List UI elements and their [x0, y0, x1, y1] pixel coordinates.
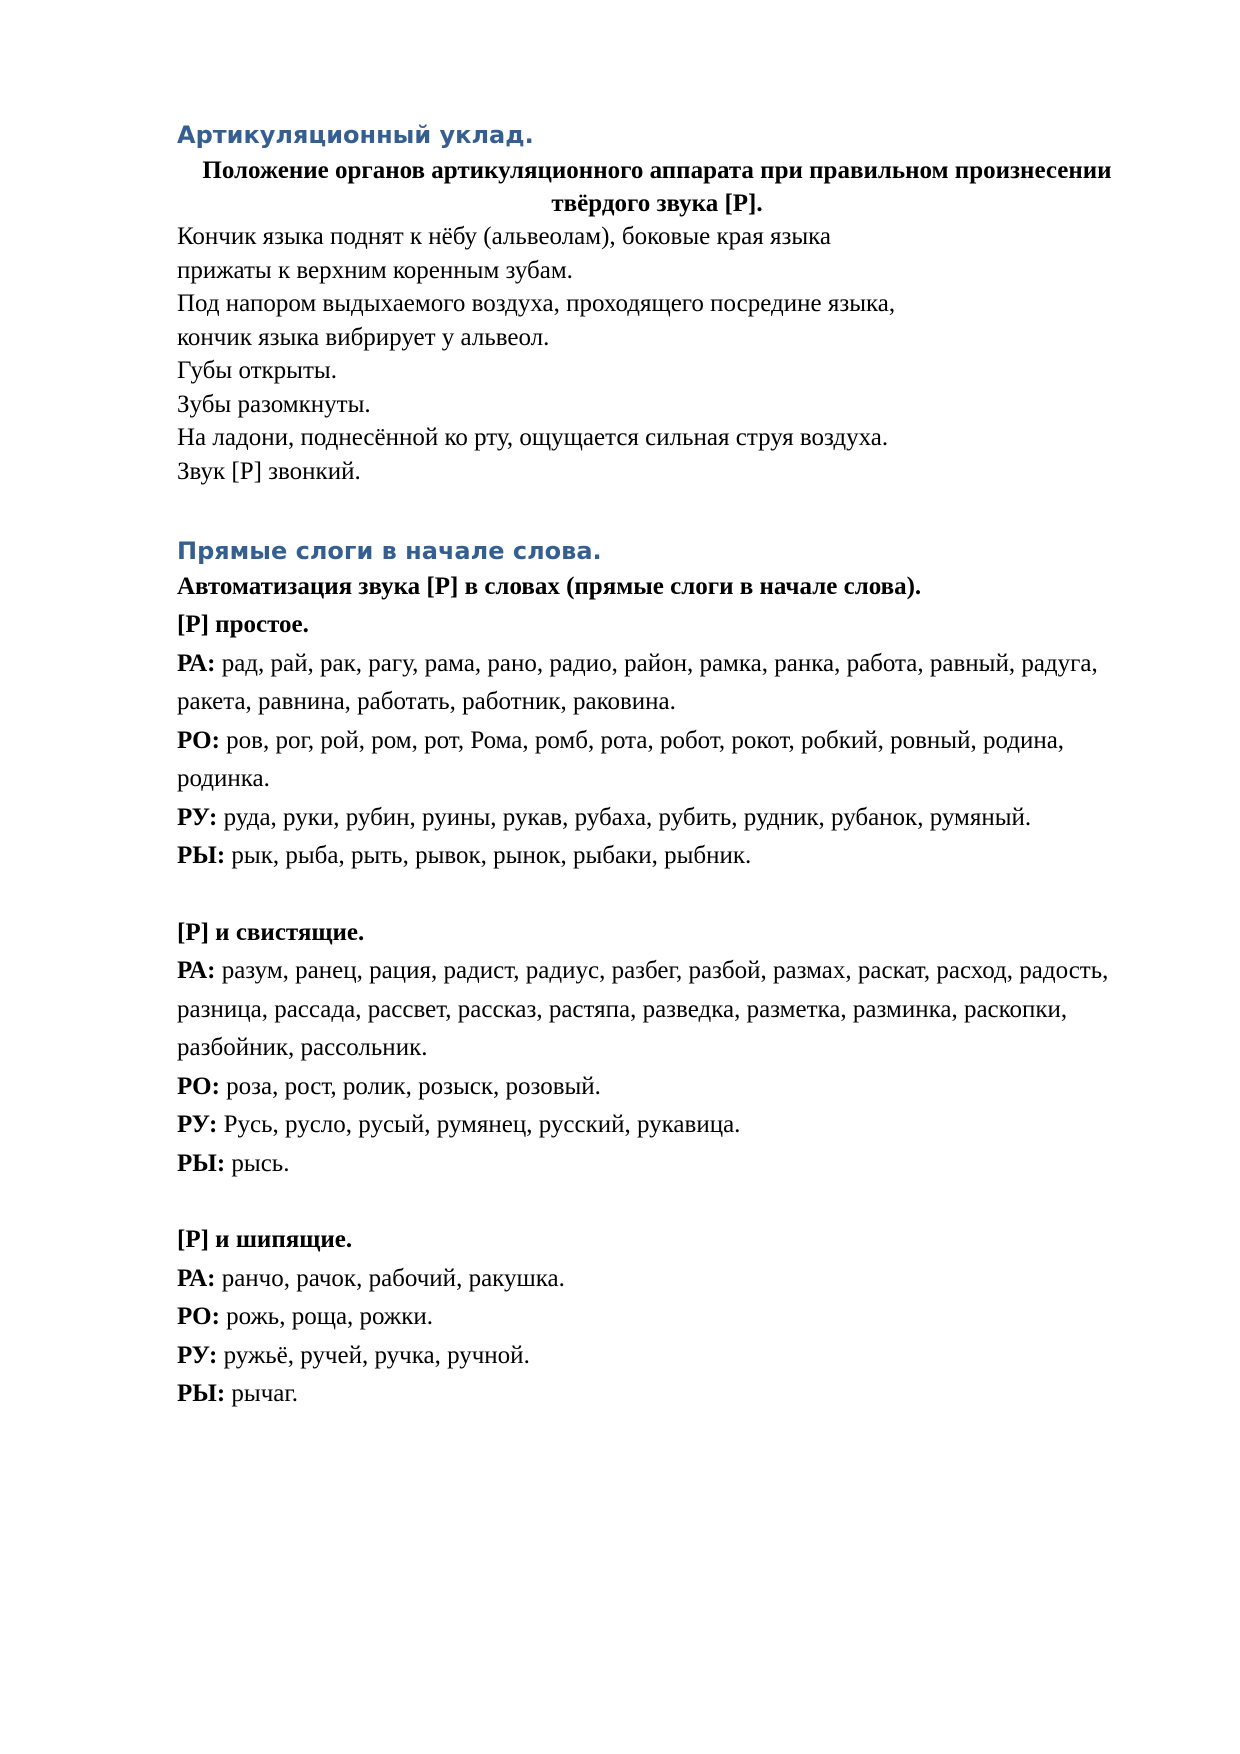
- group-title: [Р] и шипящие.: [177, 1226, 353, 1253]
- syllable-words: разум, ранец, рация, радист, радиус, разбег, разбой, размах, раскат, расход, радость, разница, рассада, рассвет, рассказ, растяпа, разведка, разметка, разминка, раскопки, разбойник, рассольник.: [177, 957, 1109, 1061]
- syllable-words: ранчо, рачок, рабочий, ракушка.: [215, 1264, 565, 1292]
- syllable-words: роза, рост, ролик, розыск, розовый.: [219, 1072, 601, 1100]
- articulation-heading: Артикуляционный уклад.: [177, 121, 534, 149]
- syllable-words: рык, рыба, рыть, рывок, рынок, рыбаки, рыбник.: [225, 842, 752, 869]
- syllable-row-ry: [177, 1375, 1137, 1414]
- syllable-label: РЫ:: [177, 842, 226, 869]
- articulation-line: Звук [Р] звонкий.: [177, 457, 361, 485]
- syllable-row-ro: [177, 1068, 1137, 1107]
- syllable-row-ry: [177, 837, 1137, 876]
- syllable-words: ружьё, ручей, ручка, ручной.: [217, 1341, 530, 1369]
- syllable-words: рысь.: [225, 1149, 290, 1177]
- syllable-words: руда, руки, рубин, руины, рукав, рубаха, рубить, рудник, рубанок, румяный.: [217, 803, 1032, 831]
- group-whistling: [177, 914, 1137, 1184]
- articulation-line: Губы открыты.: [177, 357, 337, 384]
- articulation-line: Под напором выдыхаемого воздуха, проходящего посредине языка,: [177, 290, 896, 317]
- syllable-label: РО:: [177, 1072, 220, 1100]
- syllable-label: РА:: [177, 649, 216, 677]
- syllable-label: РО:: [177, 726, 220, 754]
- syllable-row-ru: [177, 799, 1137, 838]
- group-title: [Р] и свистящие.: [177, 918, 365, 946]
- syllable-words: рожь, роща, рожки.: [219, 1303, 433, 1330]
- syllable-row-ry: [177, 1145, 1137, 1184]
- articulation-line: прижаты к верхним коренным зубам.: [177, 256, 573, 284]
- group-hissing: [177, 1221, 1137, 1414]
- document-page: [177, 118, 1137, 1414]
- articulation-line: Кончик языка поднят к нёбу (альвеолам), боковые края языка: [177, 223, 831, 250]
- syllable-words: ров, рог, рой, ром, рот, Рома, ромб, рота, робот, рокот, робкий, ровный, родина, родинка.: [177, 726, 1065, 792]
- syllable-label: РЫ:: [177, 1380, 226, 1407]
- syllable-words: Русь, русло, русый, румянец, русский, рукавица.: [217, 1111, 741, 1138]
- syllable-label: РО:: [177, 1303, 220, 1330]
- group-simple: [177, 606, 1137, 876]
- syllable-row-ra: [177, 952, 1137, 1068]
- syllable-row-ra: [177, 1260, 1137, 1299]
- syllable-row-ro: [177, 722, 1137, 799]
- syllable-label: РУ:: [177, 803, 218, 831]
- articulation-line: На ладони, поднесённой ко рту, ощущается сильная струя воздуха.: [177, 424, 889, 451]
- syllable-row-ra: [177, 645, 1137, 722]
- syllables-heading: Прямые слоги в начале слова.: [177, 537, 602, 565]
- articulation-subtitle: Положение органов артикуляционного аппарата при правильном произнесении твёрдого звука [Р].: [202, 157, 1112, 217]
- group-title: [Р] простое.: [177, 611, 309, 638]
- syllable-label: РА:: [177, 957, 216, 984]
- section-articulation: [177, 118, 1137, 488]
- section-syllables: [177, 534, 1137, 1414]
- automation-title: Автоматизация звука [Р] в словах (прямые слоги в начале слова).: [177, 573, 922, 600]
- syllable-row-ro: [177, 1298, 1137, 1337]
- syllable-label: РУ:: [177, 1111, 218, 1138]
- syllable-row-ru: [177, 1337, 1137, 1376]
- syllable-row-ru: [177, 1106, 1137, 1145]
- syllable-label: РЫ:: [177, 1149, 226, 1177]
- syllable-label: РУ:: [177, 1341, 218, 1369]
- syllable-label: РА:: [177, 1264, 216, 1292]
- syllable-words: рад, рай, рак, рагу, рама, рано, радио, район, рамка, ранка, работа, равный, радуга, ракета, равнина, работать, работник, раковина.: [177, 649, 1098, 715]
- articulation-line: Зубы разомкнуты.: [177, 390, 371, 418]
- articulation-line: кончик языка вибрирует у альвеол.: [177, 323, 550, 351]
- syllable-words: рычаг.: [225, 1380, 299, 1407]
